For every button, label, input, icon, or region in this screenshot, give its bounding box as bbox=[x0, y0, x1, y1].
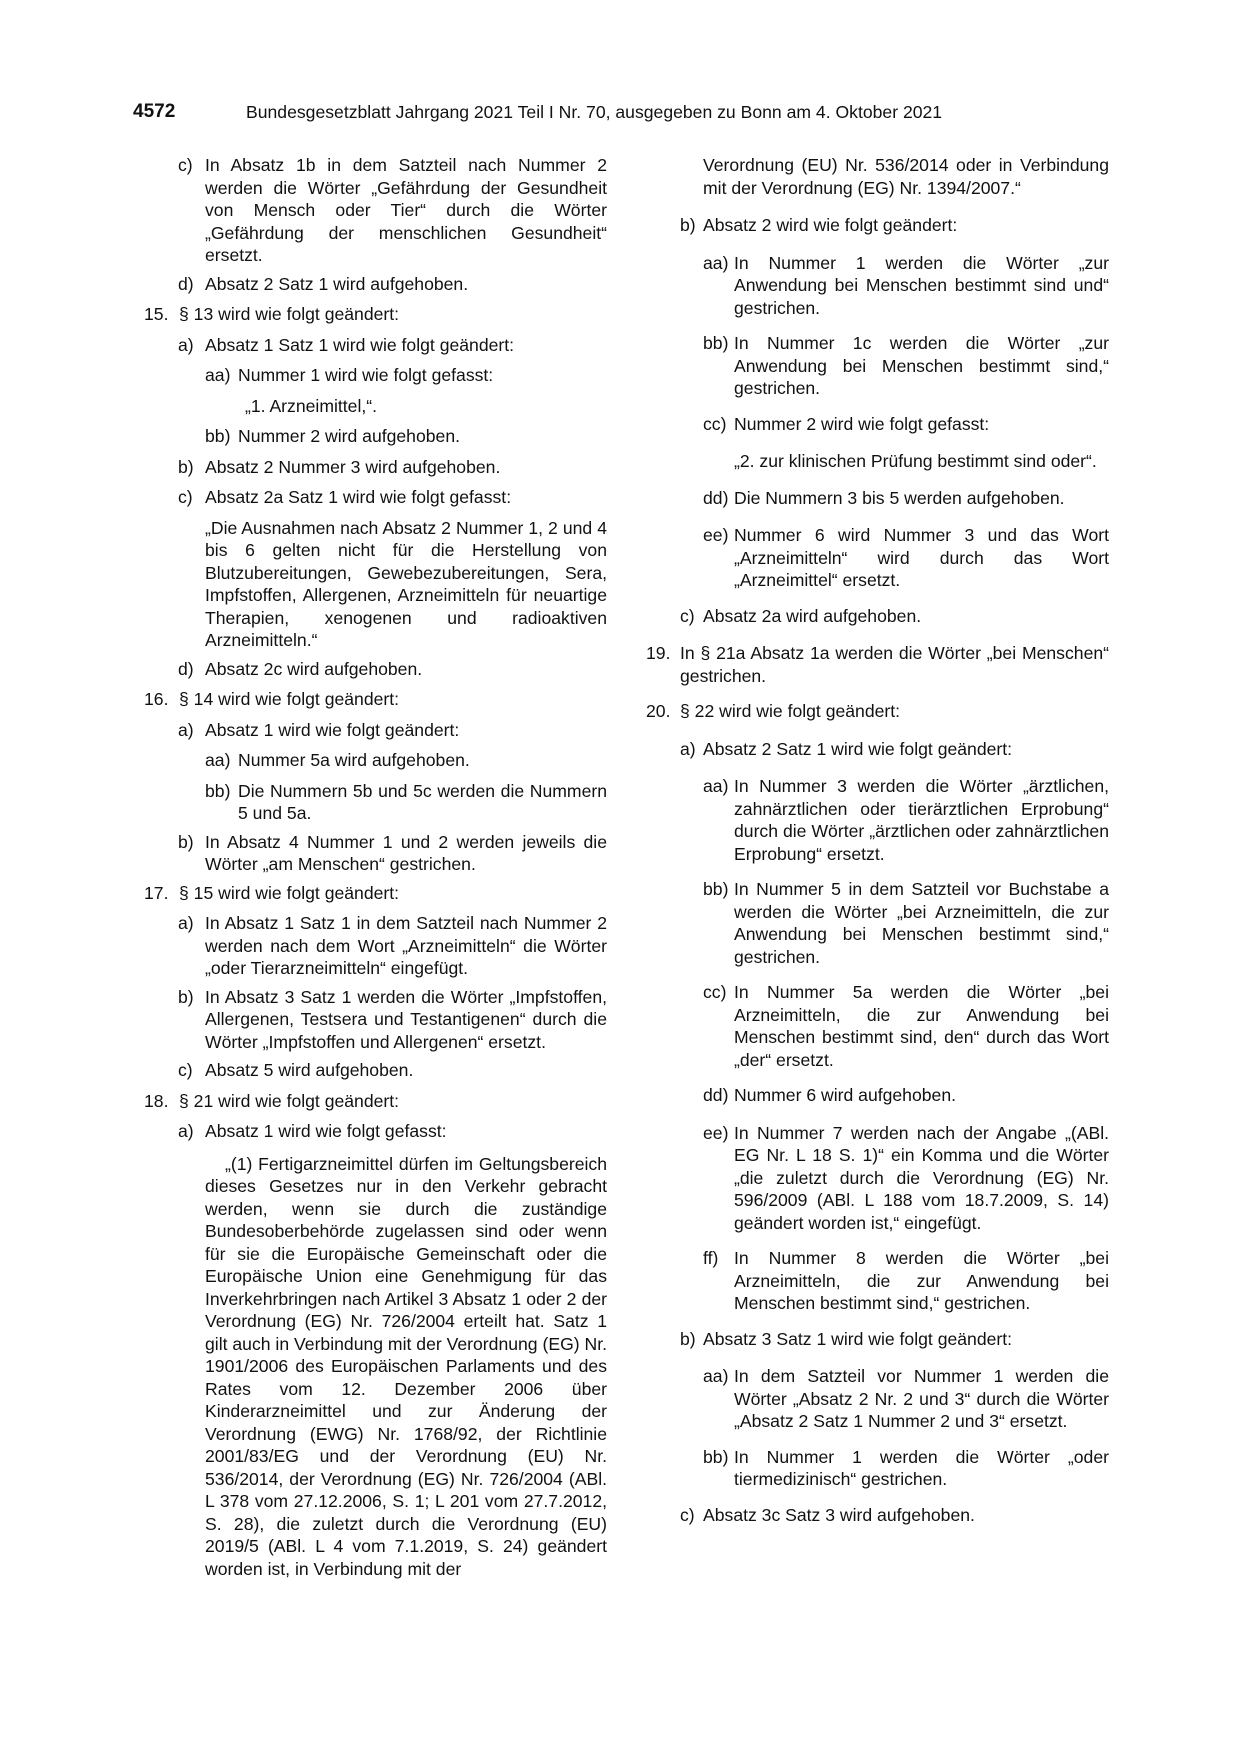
item-text: Absatz 2c wird aufgehoben. bbox=[205, 658, 423, 679]
list-marker: aa) bbox=[703, 252, 729, 273]
item-text: In Nummer 5 in dem Satzteil vor Buchstabe a werden die Wörter „bei Arzneimitteln, die zur Anwendung bei Menschen bestimmt sind,“ gestrichen. bbox=[734, 879, 1109, 967]
list-marker: b) bbox=[178, 456, 194, 477]
item-text: Nummer 2 wird aufgehoben. bbox=[238, 426, 460, 446]
item-text: In Nummer 1 werden die Wörter „zur Anwendung bei Menschen bestimmt sind und“ gestrichen. bbox=[734, 252, 1109, 318]
list-item bbox=[644, 1504, 1109, 1527]
list-marker: dd) bbox=[703, 487, 729, 508]
quoted-text bbox=[133, 395, 607, 418]
list-marker: ff) bbox=[703, 1248, 719, 1268]
list-marker: 20. bbox=[646, 701, 671, 721]
list-item bbox=[644, 981, 1109, 1071]
list-item bbox=[133, 719, 607, 742]
item-text: Absatz 2 Satz 1 wird aufgehoben. bbox=[205, 273, 469, 294]
list-item bbox=[133, 688, 607, 711]
item-text: Die Nummern 5b und 5c werden die Nummern 5 und 5a. bbox=[238, 780, 607, 823]
list-item bbox=[644, 738, 1109, 761]
list-marker: bb) bbox=[703, 879, 729, 899]
list-item bbox=[133, 749, 607, 772]
list-item bbox=[644, 1084, 1109, 1107]
list-item bbox=[644, 1365, 1109, 1433]
item-text: Absatz 2 Nummer 3 wird aufgehoben. bbox=[205, 456, 501, 477]
list-item bbox=[644, 524, 1109, 592]
list-marker: bb) bbox=[205, 780, 231, 801]
list-item bbox=[644, 252, 1109, 320]
item-text: Nummer 6 wird Nummer 3 und das Wort „Arzneimitteln“ wird durch das Wort „Arzneimittel“ ersetzt. bbox=[734, 525, 1109, 590]
quoted-text bbox=[644, 450, 1109, 473]
list-item bbox=[133, 1059, 607, 1082]
list-marker: c) bbox=[178, 155, 193, 175]
quoted-text bbox=[644, 154, 1109, 199]
item-text: In Nummer 7 werden nach der Angabe „(ABl. EG Nr. L 18 S. 1)“ ein Komma und die Wörter „die zuletzt durch die Verordnung (EG) Nr. 596/2009 (ABl. L 188 vom 18.7.2009, S. 14) geändert worden ist,“ eingefügt. bbox=[734, 1122, 1109, 1233]
list-marker: b) bbox=[178, 831, 194, 852]
item-text: Absatz 3c Satz 3 wird aufgehoben. bbox=[703, 1504, 975, 1525]
item-text: In Absatz 1 Satz 1 in dem Satzteil nach Nummer 2 werden nach dem Wort „Arzneimitteln“ die Wörter „oder Tierarzneimitteln“ eingefügt. bbox=[205, 913, 607, 978]
list-item bbox=[644, 1328, 1109, 1351]
list-marker: d) bbox=[178, 273, 194, 294]
item-text: In Nummer 5a werden die Wörter „bei Arzneimitteln, die zur Anwendung bei Menschen bestimmt sind, den“ durch das Wort „der“ ersetzt. bbox=[734, 982, 1109, 1070]
item-text: In dem Satzteil vor Nummer 1 werden die Wörter „Absatz 2 Nr. 2 und 3“ durch die Wörter „Absatz 2 Satz 1 Nummer 2 und 3“ ersetzt. bbox=[734, 1366, 1109, 1431]
list-item bbox=[133, 273, 607, 296]
list-marker: c) bbox=[680, 1504, 695, 1525]
item-text: Absatz 2a wird aufgehoben. bbox=[703, 605, 922, 626]
list-item bbox=[133, 912, 607, 980]
list-item bbox=[644, 332, 1109, 400]
list-marker: 18. bbox=[144, 1090, 169, 1111]
list-item bbox=[644, 1247, 1109, 1315]
item-text: Nummer 5a wird aufgehoben. bbox=[238, 750, 470, 770]
list-item bbox=[133, 1120, 607, 1143]
list-marker: cc) bbox=[703, 413, 727, 434]
item-text: „Die Ausnahmen nach Absatz 2 Nummer 1, 2 und 4 bis 6 gelten nicht für die Herstellung von Blutzubereitungen, Gewebezubereitungen, Sera, Impfstoffen, Allergenen, Arzneimitteln für neuartige Therapien, xenogenen und radioaktiven Arzneimitteln.“ bbox=[205, 517, 607, 650]
item-text: In § 21a Absatz 1a werden die Wörter „bei Menschen“ gestrichen. bbox=[680, 643, 1109, 686]
item-text: § 13 wird wie folgt geändert: bbox=[179, 304, 400, 324]
item-text: Die Nummern 3 bis 5 werden aufgehoben. bbox=[734, 487, 1065, 508]
list-marker: 17. bbox=[144, 882, 169, 903]
right-column bbox=[644, 154, 1109, 1526]
item-text: Nummer 1 wird wie folgt gefasst: bbox=[238, 365, 494, 385]
list-marker: cc) bbox=[703, 982, 727, 1002]
item-text: Nummer 6 wird aufgehoben. bbox=[734, 1085, 956, 1105]
list-marker: a) bbox=[178, 913, 194, 933]
list-item bbox=[133, 364, 607, 387]
list-marker: aa) bbox=[703, 776, 729, 796]
list-item bbox=[133, 986, 607, 1054]
list-item bbox=[644, 878, 1109, 968]
list-item bbox=[133, 831, 607, 876]
list-item bbox=[133, 334, 607, 357]
item-text: Nummer 2 wird wie folgt gefasst: bbox=[734, 413, 990, 434]
item-text: In Absatz 4 Nummer 1 und 2 werden jeweils die Wörter „am Menschen“ gestrichen. bbox=[205, 831, 607, 874]
list-item bbox=[133, 486, 607, 509]
list-item bbox=[644, 642, 1109, 687]
list-item bbox=[133, 425, 607, 448]
running-title: Bundesgesetzblatt Jahrgang 2021 Teil I Nr. 70, ausgegeben zu Bonn am 4. Oktober 2021 bbox=[246, 102, 943, 122]
quoted-text bbox=[133, 517, 607, 652]
list-item bbox=[133, 154, 607, 267]
list-marker: aa) bbox=[205, 365, 231, 385]
list-marker: a) bbox=[178, 1121, 194, 1141]
quoted-text bbox=[133, 1153, 607, 1581]
list-item bbox=[133, 1090, 607, 1113]
list-item bbox=[644, 700, 1109, 723]
list-marker: aa) bbox=[703, 1366, 729, 1386]
list-item bbox=[133, 780, 607, 825]
list-marker: a) bbox=[178, 719, 194, 740]
item-text: Absatz 1 Satz 1 wird wie folgt geändert: bbox=[205, 334, 515, 355]
list-marker: d) bbox=[178, 658, 194, 679]
page-number: 4572 bbox=[133, 101, 176, 122]
list-marker: a) bbox=[178, 334, 194, 355]
list-item bbox=[133, 882, 607, 905]
list-marker: bb) bbox=[205, 426, 231, 446]
item-text: In Nummer 3 werden die Wörter „ärztlichen, zahnärztlichen oder tierärztlichen Erprobung“ durch die Wörter „ärztlichen oder zahnärztlichen Erprobung“ ersetzt. bbox=[734, 776, 1109, 864]
list-marker: b) bbox=[680, 1328, 696, 1349]
list-item bbox=[133, 303, 607, 326]
list-item bbox=[644, 487, 1109, 510]
item-text: Absatz 2a Satz 1 wird wie folgt gefasst: bbox=[205, 487, 512, 507]
list-item bbox=[644, 605, 1109, 628]
item-text: „(1) Fertigarzneimittel dürfen im Geltungsbereich dieses Gesetzes nur in den Verkehr gebracht werden, wenn sie durch die zuständige Bundesoberbehörde zugelassen sind oder wenn für sie die Europäische Gemeinschaft oder die Europäische Union eine Genehmigung für das Inverkehrbringen nach Artikel 3 Absatz 1 oder 2 der Verordnung (EG) Nr. 726/2004 erteilt hat. Satz 1 gilt auch in Verbindung mit der Verordnung (EG) Nr. 1901/2006 des Europäischen Parlaments und des Rates vom 12. Dezember 2006 über Kinderarzneimittel und zur Änderung der Verordnung (EWG) Nr. 1768/92, der Richtlinie 2001/83/EG und der Verordnung (EU) Nr. 536/2014, der Verordnung (EG) Nr. 726/2004 (ABl. L 378 vom 27.12.2006, S. 1; L 201 vom 27.7.2012, S. 28), die zuletzt durch die Verordnung (EU) 2019/5 (ABl. L 4 vom 7.1.2019, S. 24) geändert worden ist, in Verbindung mit der bbox=[205, 1153, 607, 1579]
item-text: Verordnung (EU) Nr. 536/2014 oder in Verbindung mit der Verordnung (EG) Nr. 1394/2007.“ bbox=[703, 155, 1109, 198]
item-text: § 21 wird wie folgt geändert: bbox=[179, 1090, 400, 1111]
item-text: Absatz 2 Satz 1 wird wie folgt geändert: bbox=[703, 738, 1013, 759]
list-marker: 16. bbox=[144, 689, 169, 709]
list-item bbox=[133, 456, 607, 479]
list-marker: ee) bbox=[703, 525, 729, 545]
list-marker: 19. bbox=[646, 643, 671, 663]
item-text: In Absatz 3 Satz 1 werden die Wörter „Impfstoffen, Allergenen, Testsera und Testantigenen“ durch die Wörter „Impfstoffen und Allergenen“ ersetzt. bbox=[205, 986, 607, 1052]
list-marker: dd) bbox=[703, 1085, 729, 1105]
list-marker: b) bbox=[680, 215, 696, 235]
list-item bbox=[644, 1446, 1109, 1491]
item-text: § 15 wird wie folgt geändert: bbox=[179, 882, 400, 903]
list-marker: b) bbox=[178, 986, 194, 1007]
list-marker: c) bbox=[178, 1060, 193, 1080]
list-item bbox=[644, 1122, 1109, 1235]
list-item bbox=[644, 214, 1109, 237]
list-marker: aa) bbox=[205, 750, 231, 770]
list-marker: ee) bbox=[703, 1122, 729, 1143]
left-column bbox=[133, 154, 607, 1580]
item-text: Absatz 3 Satz 1 wird wie folgt geändert: bbox=[703, 1328, 1013, 1349]
item-text: Absatz 1 wird wie folgt geändert: bbox=[205, 719, 460, 740]
list-marker: bb) bbox=[703, 333, 729, 353]
list-marker: c) bbox=[680, 605, 695, 626]
item-text: In Nummer 1c werden die Wörter „zur Anwendung bei Menschen bestimmt sind,“ gestrichen. bbox=[734, 333, 1109, 398]
list-marker: c) bbox=[178, 487, 193, 507]
list-marker: a) bbox=[680, 738, 696, 759]
item-text: „2. zur klinischen Prüfung bestimmt sind oder“. bbox=[734, 451, 1097, 471]
list-marker: bb) bbox=[703, 1446, 729, 1467]
item-text: Absatz 2 wird wie folgt geändert: bbox=[703, 215, 958, 235]
item-text: In Nummer 1 werden die Wörter „oder tiermedizinisch“ gestrichen. bbox=[734, 1446, 1109, 1489]
item-text: § 22 wird wie folgt geändert: bbox=[680, 701, 901, 721]
list-item bbox=[644, 775, 1109, 865]
item-text: „1. Arzneimittel,“. bbox=[245, 395, 377, 416]
item-text: In Absatz 1b in dem Satzteil nach Nummer 2 werden die Wörter „Gefährdung der Gesundheit von Mensch oder Tier“ durch die Wörter „Gefährdung der menschlichen Gesundheit“ ersetzt. bbox=[205, 155, 607, 265]
list-item bbox=[644, 413, 1109, 436]
list-marker: 15. bbox=[144, 304, 169, 324]
page-header bbox=[133, 101, 1101, 129]
item-text: § 14 wird wie folgt geändert: bbox=[179, 689, 400, 709]
item-text: Absatz 5 wird aufgehoben. bbox=[205, 1060, 414, 1080]
item-text: In Nummer 8 werden die Wörter „bei Arzneimitteln, die zur Anwendung bei Menschen bestimmt sind,“ gestrichen. bbox=[734, 1248, 1109, 1313]
item-text: Absatz 1 wird wie folgt gefasst: bbox=[205, 1121, 447, 1141]
list-item bbox=[133, 658, 607, 681]
